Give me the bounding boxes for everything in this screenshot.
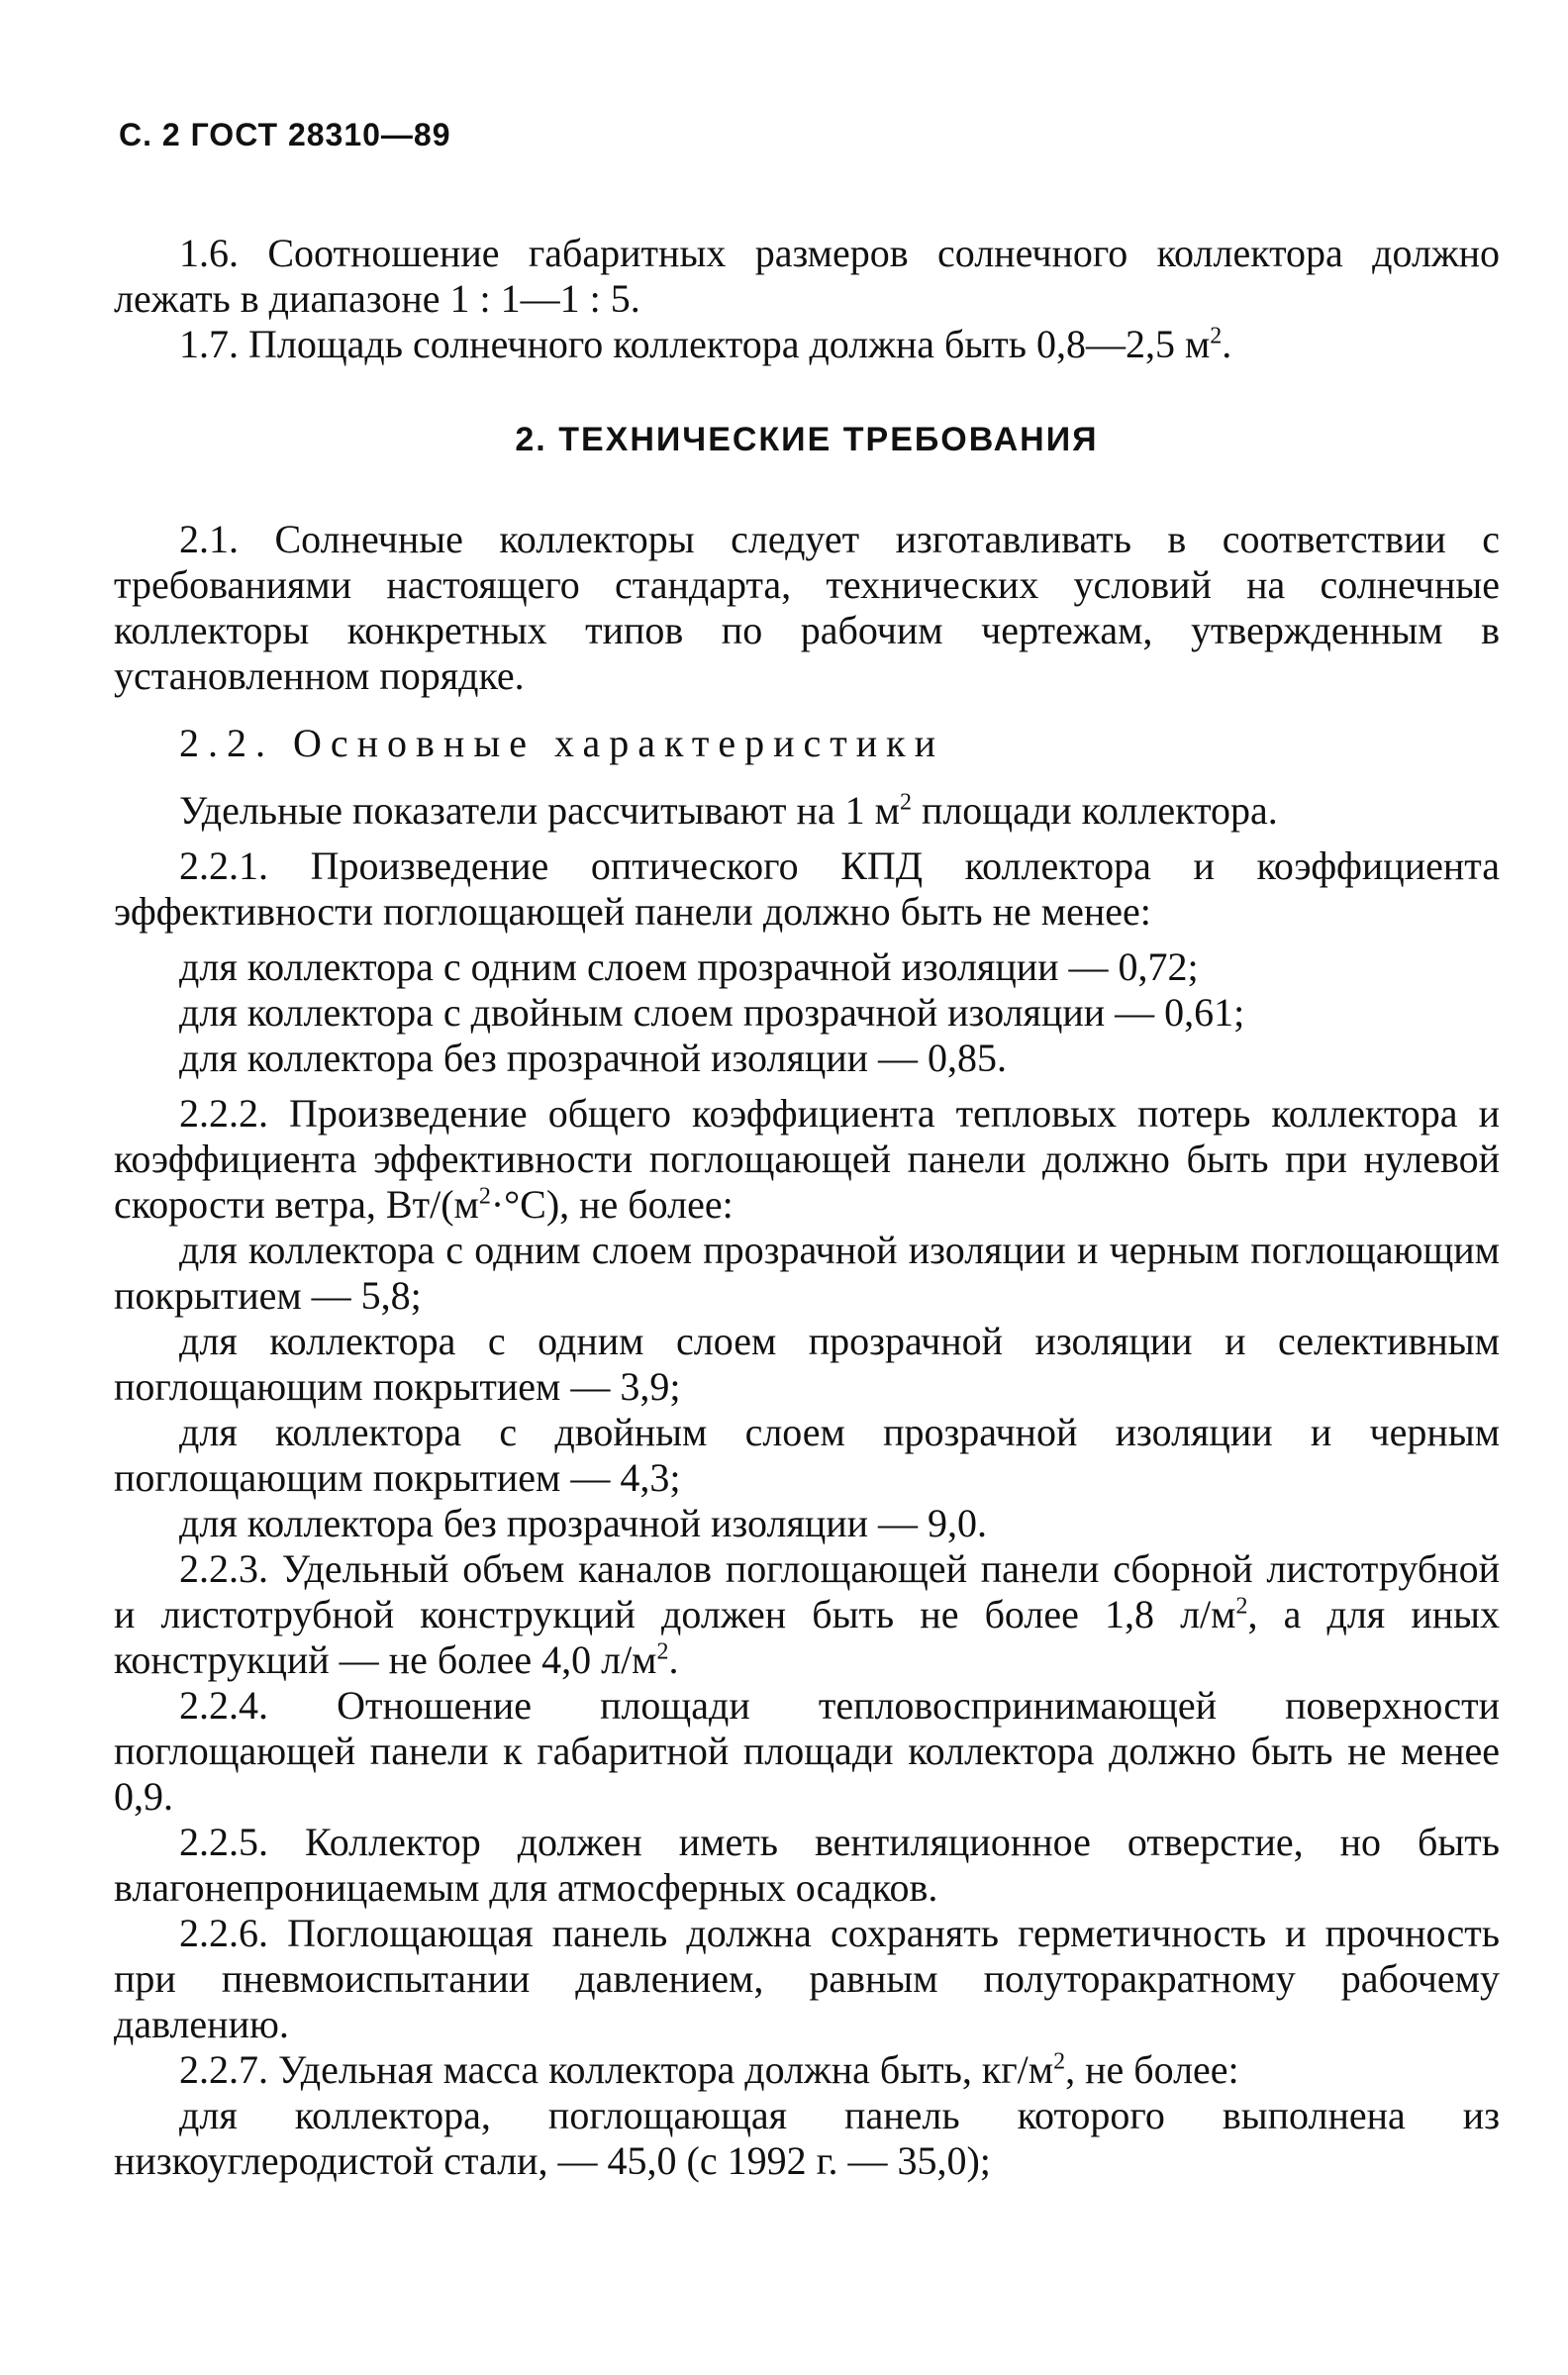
document-page: [114, 117, 1500, 2184]
superscript: 2: [478, 1183, 491, 1210]
clause-2-2-intro-a: Удельные показатели рассчитывают на 1 м: [179, 788, 900, 833]
clause-2-2-2-b: ·°С), не более:: [490, 1182, 734, 1227]
clause-2-2-2-a: 2.2.2. Произведение общего коэффициента тепловых потерь коллектора и коэффициента эффективности поглощающей панели должно быть при нулевой скорости ветра, Вт/(м: [114, 1091, 1500, 1227]
clause-2-2-intro-b: площади коллектора.: [911, 788, 1278, 833]
clause-2-2-3-b: , а для иных конструкций — не более 4,0 л/м: [114, 1592, 1501, 1682]
superscript: 2: [1210, 323, 1223, 349]
clause-2-2-7: [114, 2047, 1500, 2093]
clause-1-6: 1.6. Соотношение габаритных размеров солнечного коллектора должно лежать в диапазоне 1 : 1—1 : 5.: [114, 231, 1500, 321]
clause-2-2-2: [114, 1091, 1500, 1228]
clause-2-2-heading: 2.2. Основные характеристики: [179, 721, 944, 765]
clause-2-2-7-a: 2.2.7. Удельная масса коллектора должна быть, кг/м: [179, 2047, 1054, 2092]
clause-2-2-7-item: для коллектора, поглощающая панель которого выполнена из низкоуглеродистой стали, — 45,0 (с 1992 г. — 35,0);: [114, 2093, 1500, 2183]
clause-2-2-2-item: для коллектора с одним слоем прозрачной изоляции и черным поглощающим покрытием — 5,8;: [114, 1228, 1500, 1318]
clause-2-2-1-item: для коллектора с двойным слоем прозрачной изоляции — 0,61;: [179, 990, 1245, 1035]
clause-2-2-7-b: , не более:: [1065, 2047, 1239, 2092]
superscript: 2: [1053, 2048, 1066, 2075]
clause-2-2-2-item: для коллектора без прозрачной изоляции — 9,0.: [179, 1501, 988, 1545]
page-header: С. 2 ГОСТ 28310—89: [119, 117, 451, 152]
clause-2-2-6: 2.2.6. Поглощающая панель должна сохранять герметичность и прочность при пневмоиспытании давлением, равным полуторакратному рабочему давлению.: [114, 1911, 1500, 2046]
clause-2-2-5: 2.2.5. Коллектор должен иметь вентиляционное отверстие, но быть влагонепроницаемым для атмосферных осадков.: [114, 1820, 1500, 1910]
clause-1-7-text: 1.7. Площадь солнечного коллектора должна быть 0,8—2,5 м: [179, 322, 1211, 366]
section-title-2: 2. ТЕХНИЧЕСКИЕ ТРЕБОВАНИЯ: [515, 421, 1099, 458]
clause-2-2-4: 2.2.4. Отношение площади тепловоспринимающей поверхности поглощающей панели к габаритной площади коллектора должно быть не менее 0,9.: [114, 1683, 1500, 1819]
clause-2-2-intro: [114, 788, 1500, 834]
clause-1-7-end: .: [1222, 322, 1232, 366]
superscript: 2: [1235, 1593, 1248, 1620]
clause-2-2-1-item: для коллектора с одним слоем прозрачной изоляции — 0,72;: [179, 944, 1199, 989]
clause-1-7: [114, 322, 1500, 367]
clause-2-1: 2.1. Солнечные коллекторы следует изготавливать в соответствии с требованиями настоящего стандарта, технических условий на солнечные коллекторы конкретных типов по рабочим чертежам, утвержденным в установленном порядке.: [114, 517, 1500, 698]
clause-2-2-3: [114, 1546, 1500, 1683]
clause-2-2-1-item: для коллектора без прозрачной изоляции — 0,85.: [179, 1036, 1008, 1080]
clause-2-2-2-item: для коллектора с двойным слоем прозрачной изоляции и черным поглощающим покрытием — 4,3;: [114, 1410, 1500, 1500]
superscript: 2: [656, 1638, 669, 1665]
clause-2-2-2-item: для коллектора с одним слоем прозрачной изоляции и селективным поглощающим покрытием — 3,9;: [114, 1319, 1500, 1409]
clause-2-2-3-a: 2.2.3. Удельный объем каналов поглощающей панели сборной листотрубной и листотрубной конструкций должен быть не более 1,8 л/м: [114, 1546, 1500, 1636]
superscript: 2: [899, 789, 912, 816]
clause-2-2-1: 2.2.1. Произведение оптического КПД коллектора и коэффициента эффективности поглощающей панели должно быть не менее:: [114, 843, 1500, 934]
clause-2-2-3-c: .: [668, 1637, 679, 1682]
